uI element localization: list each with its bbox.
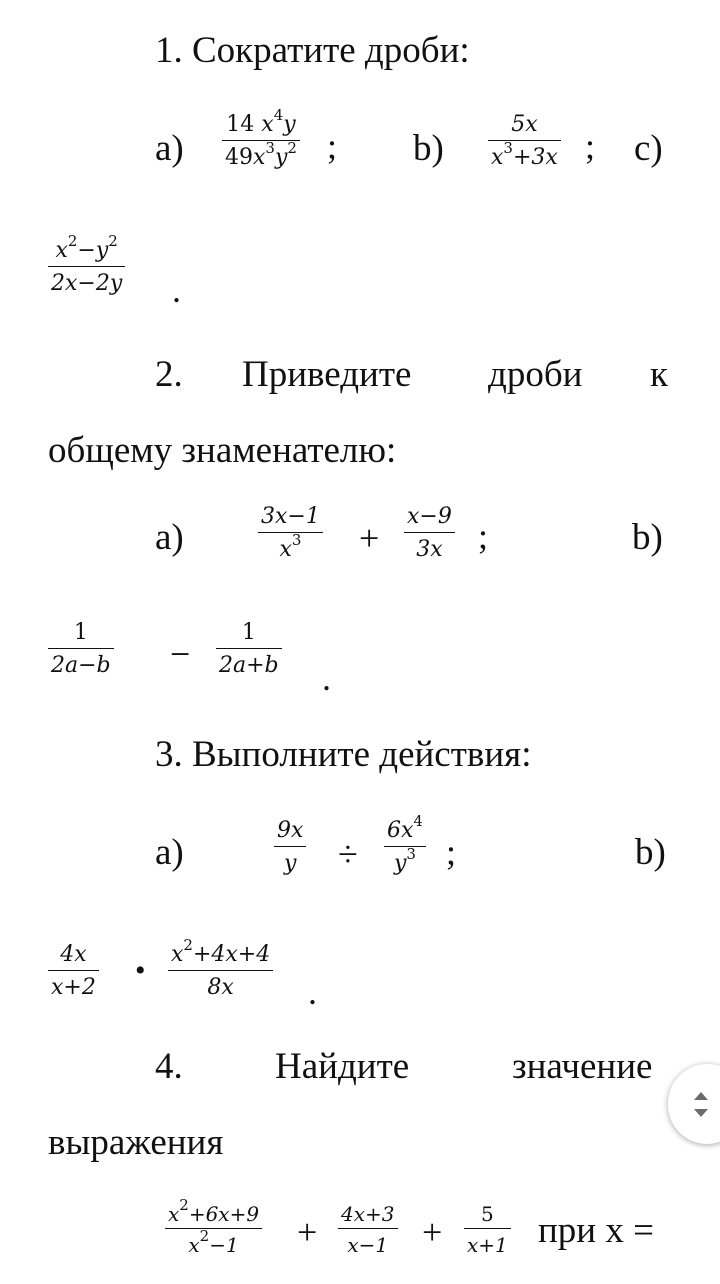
task4-heading-word1: Найдите	[275, 1046, 410, 1087]
task3-divide: ÷	[338, 834, 358, 874]
task1-b-semicolon: ;	[585, 126, 596, 166]
task2-heading-word2: дроби	[488, 354, 583, 395]
task1-c-fraction: $\frac{x^2-y^2}{2x-2y}$	[48, 240, 125, 295]
task1-a-fraction: $\frac{14 x^4y}{49x^3y^2}$	[222, 114, 300, 169]
task4-plus-2: +	[422, 1212, 443, 1252]
task2-a-semicolon: ;	[478, 516, 489, 556]
task3-b-fraction-2: $\frac{x^2+4x+4}{8x}$	[168, 944, 273, 999]
task4-fraction-2: $\frac{4x+3}{x-1}$	[338, 1204, 398, 1255]
task1-b-fraction: $\frac{5x}{x^3+3x}$	[488, 114, 561, 169]
task3-a-semicolon: ;	[446, 832, 457, 872]
task2-plus: +	[359, 518, 380, 558]
task4-plus-1: +	[297, 1212, 318, 1252]
task2-a-fraction-1: $\frac{3x-1}{x^3}$	[258, 506, 323, 561]
task3-multiply-dot: •	[135, 954, 146, 987]
task3-a-fraction-1: $\frac{9x}{y}$	[274, 820, 306, 875]
task4-tail-text: при х =	[538, 1210, 654, 1251]
task2-b-fraction-2: $\frac{1}{2a+b}$	[216, 622, 282, 677]
task1-c-period: .	[172, 270, 181, 310]
task2-a-fraction-2: $\frac{x-9}{3x}$	[404, 506, 455, 561]
task1-c-label: c)	[634, 128, 663, 169]
task3-heading: 3. Выполните действия:	[155, 734, 532, 775]
task2-minus: −	[170, 634, 191, 674]
task2-heading-word1: Приведите	[242, 354, 412, 395]
task2-b-label: b)	[632, 517, 663, 558]
task3-b-fraction-1: $\frac{4x}{x+2}$	[48, 944, 99, 999]
task2-b-fraction-1: $\frac{1}{2a-b}$	[48, 622, 114, 677]
task1-a-semicolon: ;	[327, 126, 338, 166]
task1-heading: 1. Сократите дроби:	[155, 30, 470, 71]
scroll-down-icon	[694, 1109, 708, 1117]
task4-heading-word2: значение	[512, 1046, 653, 1087]
task4-fraction-3: $\frac{5}{x+1}$	[464, 1204, 511, 1255]
task4-heading-line2: выражения	[48, 1122, 224, 1163]
task3-b-label: b)	[635, 832, 666, 873]
task3-a-fraction-2: $\frac{6x^4}{y^3}$	[384, 820, 426, 875]
task1-b-label: b)	[413, 128, 444, 169]
task1-a-label: a)	[155, 128, 184, 169]
task2-b-period: .	[322, 658, 331, 698]
scroll-up-icon	[694, 1092, 708, 1100]
task3-a-label: a)	[155, 832, 184, 873]
task4-heading-num: 4.	[155, 1046, 183, 1087]
task3-b-period: .	[308, 972, 317, 1012]
task2-heading-num: 2.	[155, 354, 183, 395]
task4-fraction-1: $\frac{x^2+6x+9}{x^2-1}$	[165, 1204, 262, 1255]
task2-heading-word3: к	[650, 354, 668, 395]
scroll-button[interactable]	[668, 1064, 720, 1144]
task2-heading-line2: общему знаменателю:	[48, 430, 397, 471]
task2-a-label: a)	[155, 517, 184, 558]
